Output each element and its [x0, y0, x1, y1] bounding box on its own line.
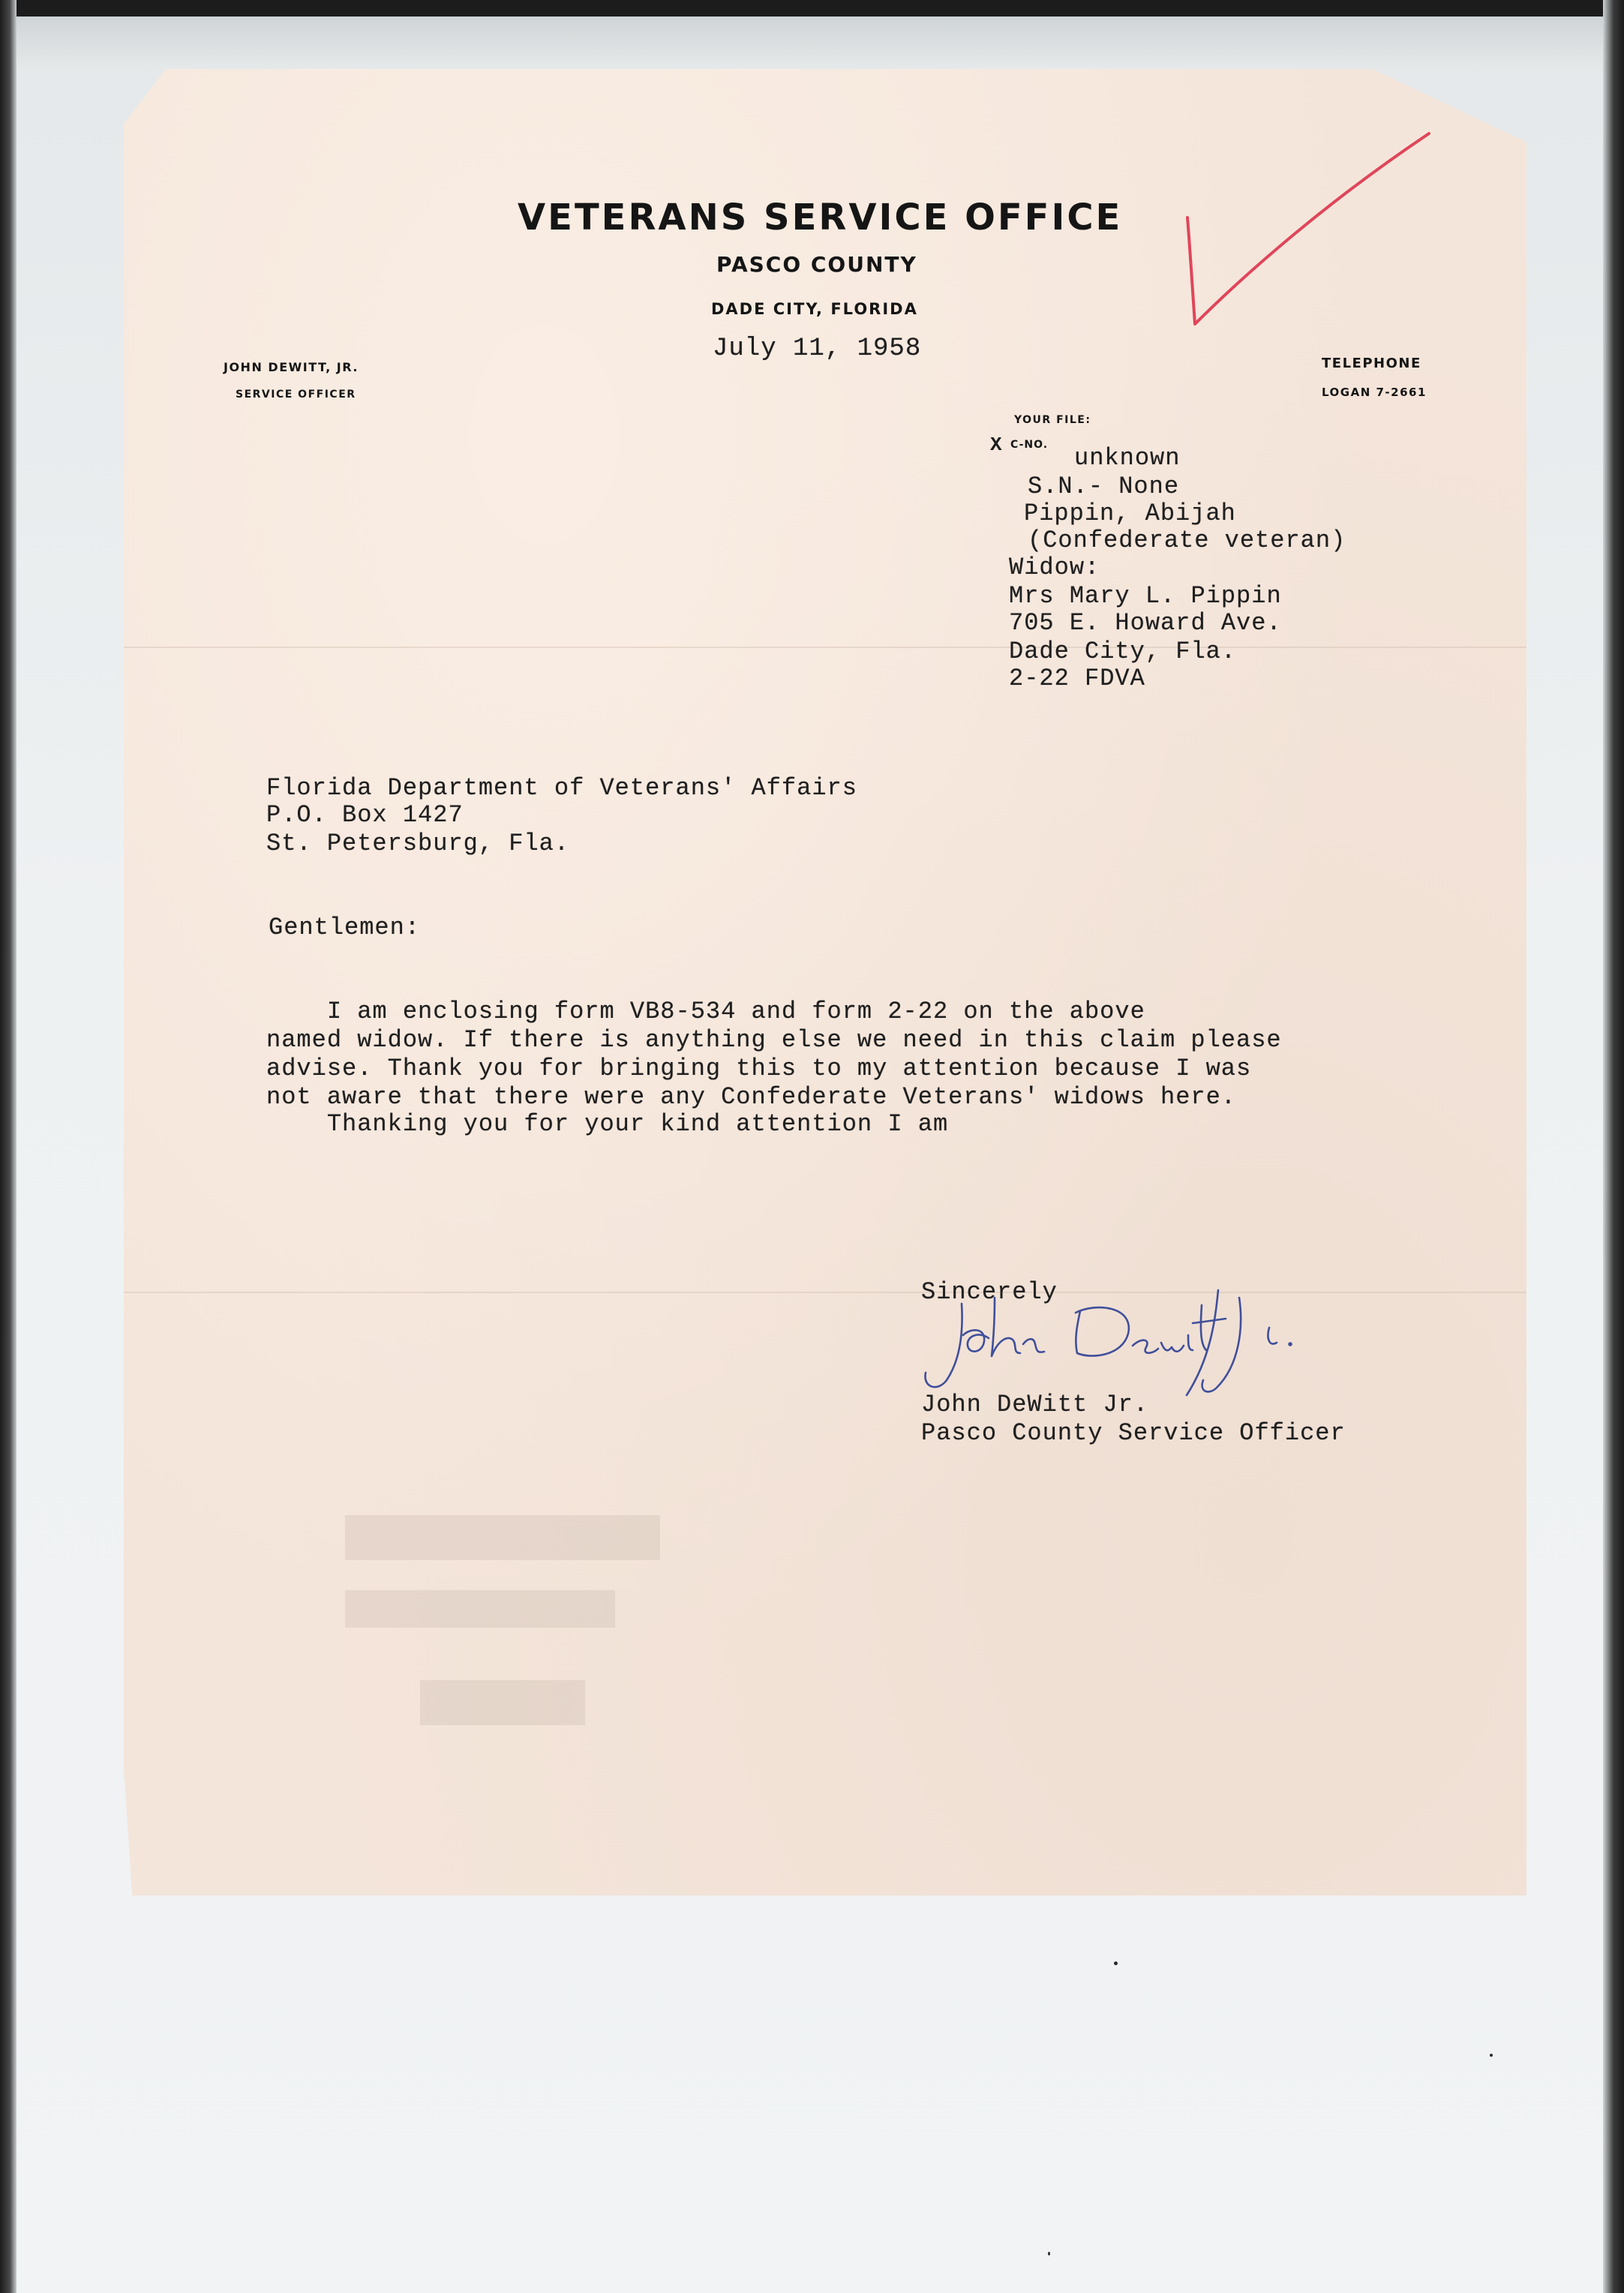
recipient-line: Florida Department of Veterans' Affairs	[266, 774, 857, 802]
c-no-mark: X	[990, 434, 1002, 456]
letterhead-county: PASCO COUNTY	[716, 252, 917, 277]
scanner-top-edge	[0, 0, 1624, 17]
letterhead-officer-title: SERVICE OFFICER	[236, 389, 356, 401]
letterhead-telephone-label: TELEPHONE	[1322, 356, 1421, 371]
recipient-line: P.O. Box 1427	[266, 801, 464, 829]
c-no-label: C-NO.	[1010, 439, 1049, 451]
paper-fold-line	[124, 647, 1526, 648]
letter-date: July 11, 1958	[713, 335, 922, 363]
reference-line: Widow:	[1009, 554, 1100, 581]
letterhead-title: VETERANS SERVICE OFFICE	[518, 197, 1123, 239]
body-line: not aware that there were any Confederate Veterans' widows here.	[266, 1083, 1236, 1111]
letterhead-officer-name: JOHN DEWITT, JR.	[224, 360, 359, 374]
body-line: I am enclosing form VB8-534 and form 2-22 on the above	[266, 998, 1145, 1025]
scanner-left-edge	[0, 0, 17, 2293]
letterhead-city: DADE CITY, FLORIDA	[711, 300, 918, 318]
scan-speck	[1490, 2054, 1493, 2057]
faint-stamp-bleedthrough	[338, 1500, 668, 1755]
scan-speck	[1048, 2252, 1050, 2255]
recipient-line: St. Petersburg, Fla.	[266, 830, 570, 857]
your-file-label: YOUR FILE:	[1014, 414, 1091, 426]
reference-line: Dade City, Fla.	[1009, 638, 1237, 665]
scanner-top-strip	[17, 17, 1603, 69]
red-check-mark	[1181, 128, 1436, 334]
closing: Sincerely	[921, 1278, 1058, 1306]
body-line: named widow. If there is anything else we need in this claim please	[266, 1026, 1282, 1054]
handwritten-signature	[917, 1275, 1367, 1403]
reference-line: S.N.- None	[1028, 473, 1180, 500]
reference-line: 2-22 FDVA	[1009, 665, 1145, 692]
reference-line: Pippin, Abijah	[1024, 500, 1236, 527]
salutation: Gentlemen:	[269, 914, 421, 941]
body-line: Thanking you for your kind attention I am	[266, 1110, 949, 1138]
scan-speck	[1114, 1961, 1118, 1965]
body-line: advise. Thank you for bringing this to my attention because I was	[266, 1055, 1252, 1082]
reference-line: 705 E. Howard Ave.	[1009, 609, 1282, 637]
reference-line: (Confederate veteran)	[1028, 527, 1346, 554]
c-no-value: unknown	[1074, 444, 1181, 472]
scanner-right-edge	[1603, 0, 1624, 2293]
reference-line: Mrs Mary L. Pippin	[1009, 582, 1282, 610]
letterhead-telephone-value: LOGAN 7-2661	[1322, 386, 1427, 399]
signer-name: John DeWitt Jr.	[921, 1391, 1149, 1418]
signer-title: Pasco County Service Officer	[921, 1419, 1346, 1447]
